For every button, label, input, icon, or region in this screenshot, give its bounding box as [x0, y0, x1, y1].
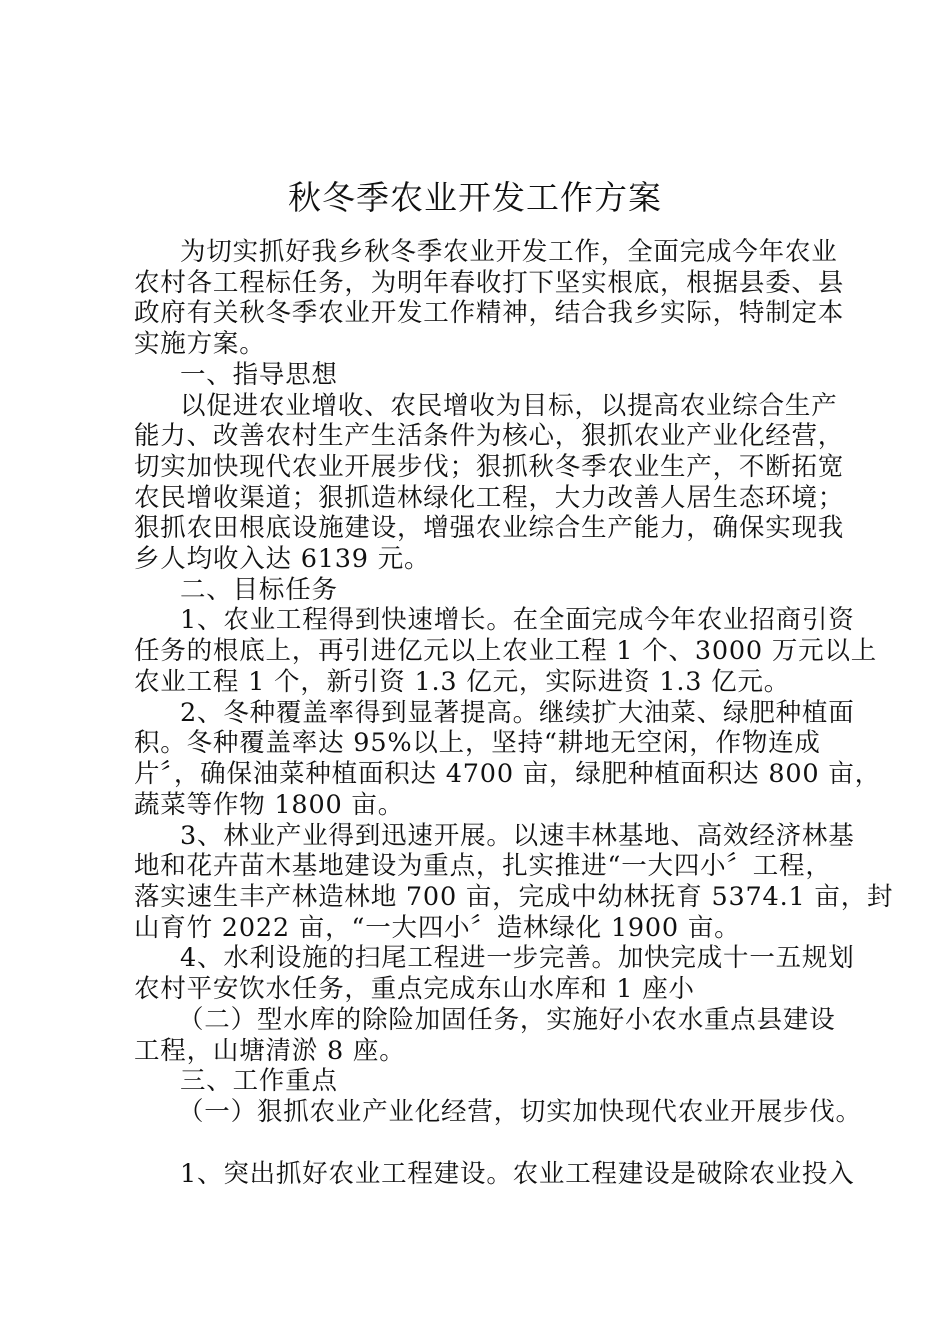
paragraph-line: 农村平安饮水任务，重点完成东山水库和 1 座小	[134, 974, 695, 1004]
section-heading: 三、工作重点	[180, 1066, 338, 1096]
paragraph-line: 4、水利设施的扫尾工程进一步完善。加快完成十一五规划	[180, 943, 855, 973]
paragraph-line: 落实速生丰产林造林地 700 亩，完成中幼林抚育 5374.1 亩，封	[134, 882, 894, 912]
paragraph-line: 任务的根底上，再引进亿元以上农业工程 1 个、3000 万元以上	[134, 636, 878, 666]
paragraph-line: 山育竹 2022 亩，“一大四小〞造林绿化 1900 亩。	[134, 913, 741, 943]
paragraph-line: 切实加快现代农业开展步伐；狠抓秋冬季农业生产，不断拓宽	[134, 452, 845, 482]
paragraph-line: 狠抓农田根底设施建设，增强农业综合生产能力，确保实现我	[134, 513, 845, 543]
subsection-heading: （一）狠抓农业产业化经营，切实加快现代农业开展步伐。	[178, 1097, 862, 1127]
paragraph-line: 农业工程 1 个，新引资 1.3 亿元，实际进资 1.3 亿元。	[134, 667, 791, 697]
paragraph-line: 3、林业产业得到迅速开展。以速丰林基地、高效经济林基	[180, 821, 855, 851]
paragraph-line: （二）型水库的除险加固任务，实施好小农水重点县建设	[178, 1005, 836, 1035]
paragraph-line: 实施方案。	[134, 329, 266, 359]
paragraph-line: 积。冬种覆盖率达 95%以上，坚持“耕地无空闲，作物连成	[134, 728, 821, 758]
paragraph-line: 农民增收渠道；狠抓造林绿化工程，大力改善人居生态环境；	[134, 483, 845, 513]
paragraph-line: 为切实抓好我乡秋冬季农业开发工作，全面完成今年农业	[180, 237, 838, 267]
paragraph-line: 农村各工程标任务，为明年春收打下坚实根底，根据县委、县	[134, 268, 845, 298]
paragraph-line: 工程，山塘清淤 8 座。	[134, 1036, 406, 1066]
paragraph-line: 蔬菜等作物 1800 亩。	[134, 790, 405, 820]
paragraph-line: 能力、改善农村生产生活条件为核心，狠抓农业产业化经营，	[134, 421, 845, 451]
paragraph-line: 1、突出抓好农业工程建设。农业工程建设是破除农业投入	[180, 1159, 855, 1189]
section-heading: 二、目标任务	[180, 575, 338, 605]
paragraph-line: 以促进农业增收、农民增收为目标，以提高农业综合生产	[180, 391, 838, 421]
section-heading: 一、指导思想	[180, 360, 338, 390]
paragraph-line: 2、冬种覆盖率得到显著提高。继续扩大油菜、绿肥种植面	[180, 698, 855, 728]
paragraph-line: 政府有关秋冬季农业开发工作精神，结合我乡实际，特制定本	[134, 298, 845, 328]
paragraph-line: 1、农业工程得到快速增长。在全面完成今年农业招商引资	[180, 605, 855, 635]
paragraph-line: 片〞，确保油菜种植面积达 4700 亩，绿肥种植面积达 800 亩，	[134, 759, 881, 789]
document-title: 秋冬季农业开发工作方案	[288, 178, 662, 217]
paragraph-line: 地和花卉苗木基地建设为重点，扎实推进“一大四小〞工程，	[134, 851, 832, 881]
paragraph-line: 乡人均收入达 6139 元。	[134, 544, 431, 574]
